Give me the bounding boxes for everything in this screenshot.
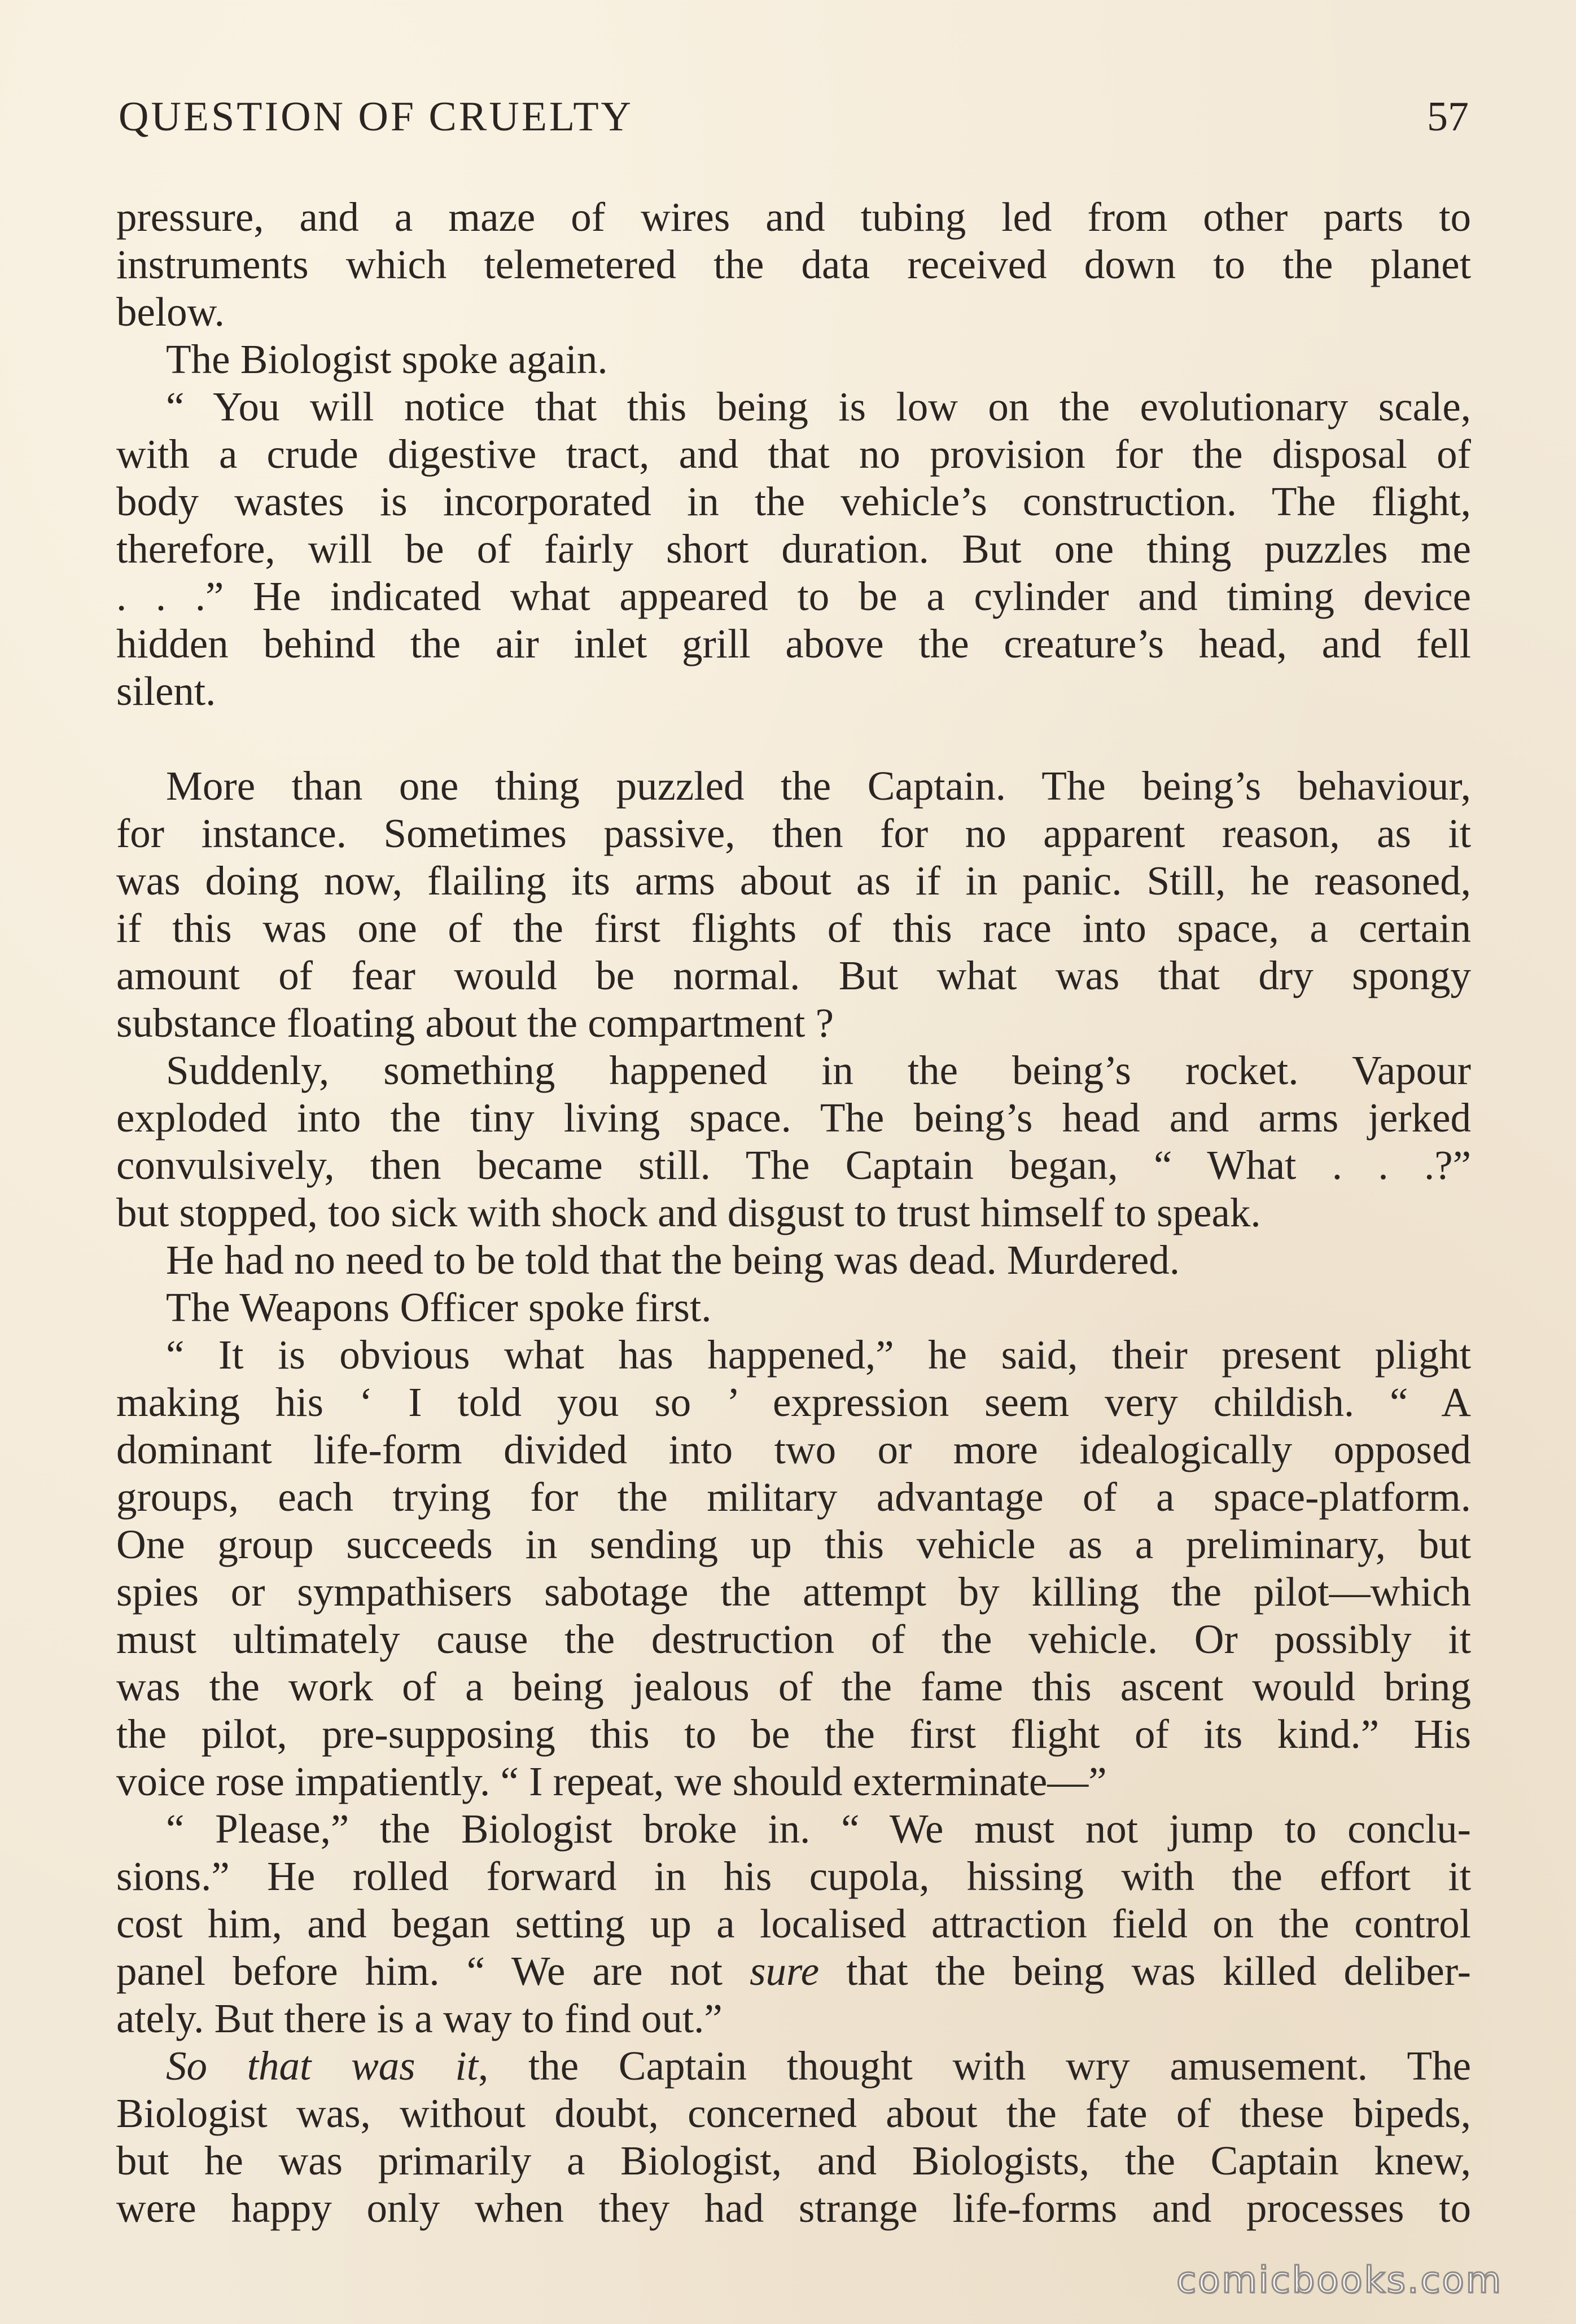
text-line: was doing now, flailing its arms about as if in panic. Still, he reasoned, <box>116 858 1471 904</box>
text-line: Suddenly, something happened in the being’s rocket. Vapour <box>166 1047 1471 1093</box>
text-line <box>116 1948 1471 1995</box>
text-line: Biologist was, without doubt, concerned about the fate of these bipeds, <box>116 2090 1471 2136</box>
italic-run: So that was it <box>166 2043 478 2089</box>
text-line: pressure, and a maze of wires and tubing led from other parts to <box>116 194 1471 240</box>
text-line: cost him, and began setting up a localised attraction field on the control <box>116 1901 1471 1946</box>
section-break <box>116 715 1471 762</box>
text-line: spies or sympathisers sabotage the attempt by killing the pilot—which <box>116 1569 1471 1615</box>
text-line: The Biologist spoke again. <box>166 336 608 382</box>
text-line: substance floating about the compartment ? <box>116 1000 834 1046</box>
text-line: sions.” He rolled forward in his cupola, hissing with the effort it <box>116 1853 1471 1899</box>
text-line: was the work of a being jealous of the fame this ascent would bring <box>116 1664 1471 1709</box>
page-number: 57 <box>1427 94 1469 140</box>
text-line: More than one thing puzzled the Captain. The being’s behaviour, <box>166 763 1471 809</box>
text-run: that the being was killed deliber- <box>819 1948 1471 1994</box>
text-line: One group succeeds in sending up this vehicle as a preliminary, but <box>116 1521 1471 1567</box>
running-title: QUESTION OF CRUELTY <box>119 94 633 140</box>
text-line <box>116 2042 1471 2090</box>
text-line: if this was one of the first flights of this race into space, a certain <box>116 905 1471 951</box>
text-line: below. <box>116 289 225 335</box>
text-line: were happy only when they had strange life-forms and processes to <box>116 2185 1471 2231</box>
text-line: “ It is obvious what has happened,” he said, their present plight <box>166 1332 1471 1378</box>
text-line: therefore, will be of fairly short duration. But one thing puzzles me <box>116 526 1471 572</box>
text-line: for instance. Sometimes passive, then for no apparent reason, as it <box>116 810 1471 856</box>
italic-run: sure <box>750 1948 820 1994</box>
text-run: panel before him. “ We are not <box>116 1948 750 1994</box>
text-line: body wastes is incorporated in the vehicle’s construction. The flight, <box>116 479 1471 524</box>
text-line: but he was primarily a Biologist, and Biologists, the Captain knew, <box>116 2138 1471 2183</box>
text-line: ately. But there is a way to find out.” <box>116 1996 723 2041</box>
text-line: The Weapons Officer spoke first. <box>166 1284 712 1330</box>
text-line: exploded into the tiny living space. The being’s head and arms jerked <box>116 1095 1471 1141</box>
text-line: groups, each trying for the military advantage of a space-platform. <box>116 1474 1471 1520</box>
text-line: convulsively, then became still. The Captain began, “ What . . .?” <box>116 1142 1471 1188</box>
text-line: voice rose impatiently. “ I repeat, we should exterminate—” <box>116 1759 1107 1804</box>
text-line: He had no need to be told that the being was dead. Murdered. <box>166 1237 1180 1283</box>
text-line: making his ‘ I told you so ’ expression seem very childish. “ A <box>116 1379 1471 1425</box>
text-line: the pilot, pre-supposing this to be the first flight of its kind.” His <box>116 1711 1471 1757</box>
text-line: must ultimately cause the destruction of the vehicle. Or possibly it <box>116 1616 1471 1662</box>
text-line: hidden behind the air inlet grill above the creature’s head, and fell <box>116 621 1471 666</box>
watermark-logo: comicbooks.com <box>1176 2260 1503 2301</box>
text-line: instruments which telemetered the data received down to the planet <box>116 242 1471 287</box>
text-line: dominant life-form divided into two or more idealogically opposed <box>116 1427 1471 1472</box>
text-line: “ Please,” the Biologist broke in. “ We must not jump to conclu- <box>166 1806 1471 1852</box>
text-run: , the Captain thought with wry amusement. The <box>478 2043 1471 2089</box>
body-text <box>116 194 1471 2232</box>
text-line: with a crude digestive tract, and that no provision for the disposal of <box>116 431 1471 477</box>
text-line: silent. <box>116 668 216 714</box>
text-line: but stopped, too sick with shock and disgust to trust himself to speak. <box>116 1190 1261 1235</box>
text-line: . . .” He indicated what appeared to be a cylinder and timing device <box>116 573 1471 619</box>
text-line: “ You will notice that this being is low on the evolutionary scale, <box>166 384 1471 429</box>
text-line: amount of fear would be normal. But what was that dry spongy <box>116 953 1471 998</box>
running-head <box>119 93 1469 155</box>
